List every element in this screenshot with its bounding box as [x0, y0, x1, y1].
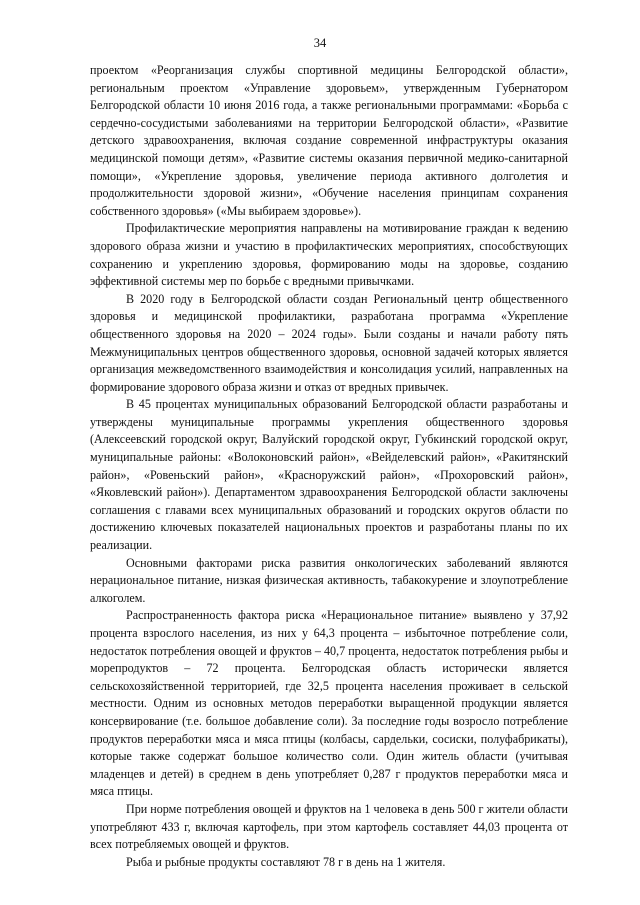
paragraph-8: Рыба и рыбные продукты составляют 78 г в день на 1 жителя. [126, 854, 446, 869]
paragraph-4: В 45 процентах муниципальных образований Белгородской области разработаны и утверждены муниципальные программы укрепления общественного здоровья (Алексеевский городской округ, Валуйский городской округ, Губкинский городской округ, муниципальные районы: «Волоконовский район», «Вейделевский район», «Ракитянский район», «Ровеньский район», «Красноружский район», «Прохоровский район», «Яковлевский район»). Департаментом здравоохранения Белгородской области заключены соглашения с главами всех муниципальных образований и городских округов области по достижению ключевых показателей национальных проектов и разработаны планы по их реализации. [90, 397, 568, 553]
paragraph-1: проектом «Реорганизация службы спортивной медицины Белгородской области», региональным проектом «Управление здоровьем», утвержденным Губернатором Белгородской области 10 июня 2016 года, а также региональными программами: «Борьба с сердечно-сосудистыми заболеваниями на территории Белгородской области», «Развитие детского здравоохранения, включая создание современной инфраструктуры оказания медицинской помощи детям», «Развитие системы оказания первичной медико-санитарной помощи», «Укрепление здоровья, увеличение периода активного долголетия и продолжительности здоровой жизни», «Обучение населения принципам сохранения собственного здоровья» («Мы выбираем здоровье»). [90, 63, 568, 218]
body-text [90, 62, 568, 871]
paragraph-5: Основными факторами риска развития онкологических заболеваний являются нерациональное питание, низкая физическая активность, табакокурение и злоупотребление алкоголем. [90, 555, 568, 605]
paragraph-3: В 2020 году в Белгородской области создан Региональный центр общественного здоровья и медицинской профилактики, разработана программа «Укрепление общественного здоровья на 2020 – 2024 годы». Были созданы и начали работу пять Межмуниципальных центров общественного здоровья, основной задачей которых является организация межведомственного взаимодействия и консолидация усилий, направленных на формирование здорового образа жизни и отказ от вредных привычек. [90, 291, 568, 394]
page-number: 34 [313, 36, 327, 50]
paragraph-6: Распространенность фактора риска «Нерациональное питание» выявлено у 37,92 процента взрослого населения, из них у 64,3 процента – избыточное потребление соли, недостаток потребления овощей и фруктов – 40,7 процента, недостаток потребления рыбы и морепродуктов – 72 процента. Белгородская область исторически является сельскохозяйственной территорией, где 32,5 процента населения проживает в сельской местности. Одним из основных методов переработки выращенной продукции является консервирование (т.е. большое добавление соли). За последние годы возросло потребление продуктов переработки мяса и мяса птицы (колбасы, сардельки, сосиски, полуфабрикаты), которые также содержат большое количество соли. Один житель области (учитывая младенцев и детей) в среднем в день употребляет 0,287 г продуктов переработки мяса и мяса птицы. [90, 608, 568, 799]
paragraph-2: Профилактические мероприятия направлены на мотивирование граждан к ведению здорового образа жизни и участию в профилактических мероприятиях, способствующих сохранению и укреплению здоровья, формированию моды на здоровье, созданию эффективной системы мер по борьбе с вредными привычками. [90, 221, 568, 289]
paragraph-7: При норме потребления овощей и фруктов на 1 человека в день 500 г жители области употребляют 433 г, включая картофель, при этом картофель составляет 44,03 процента от всех потребляемых овощей и фруктов. [90, 801, 568, 852]
